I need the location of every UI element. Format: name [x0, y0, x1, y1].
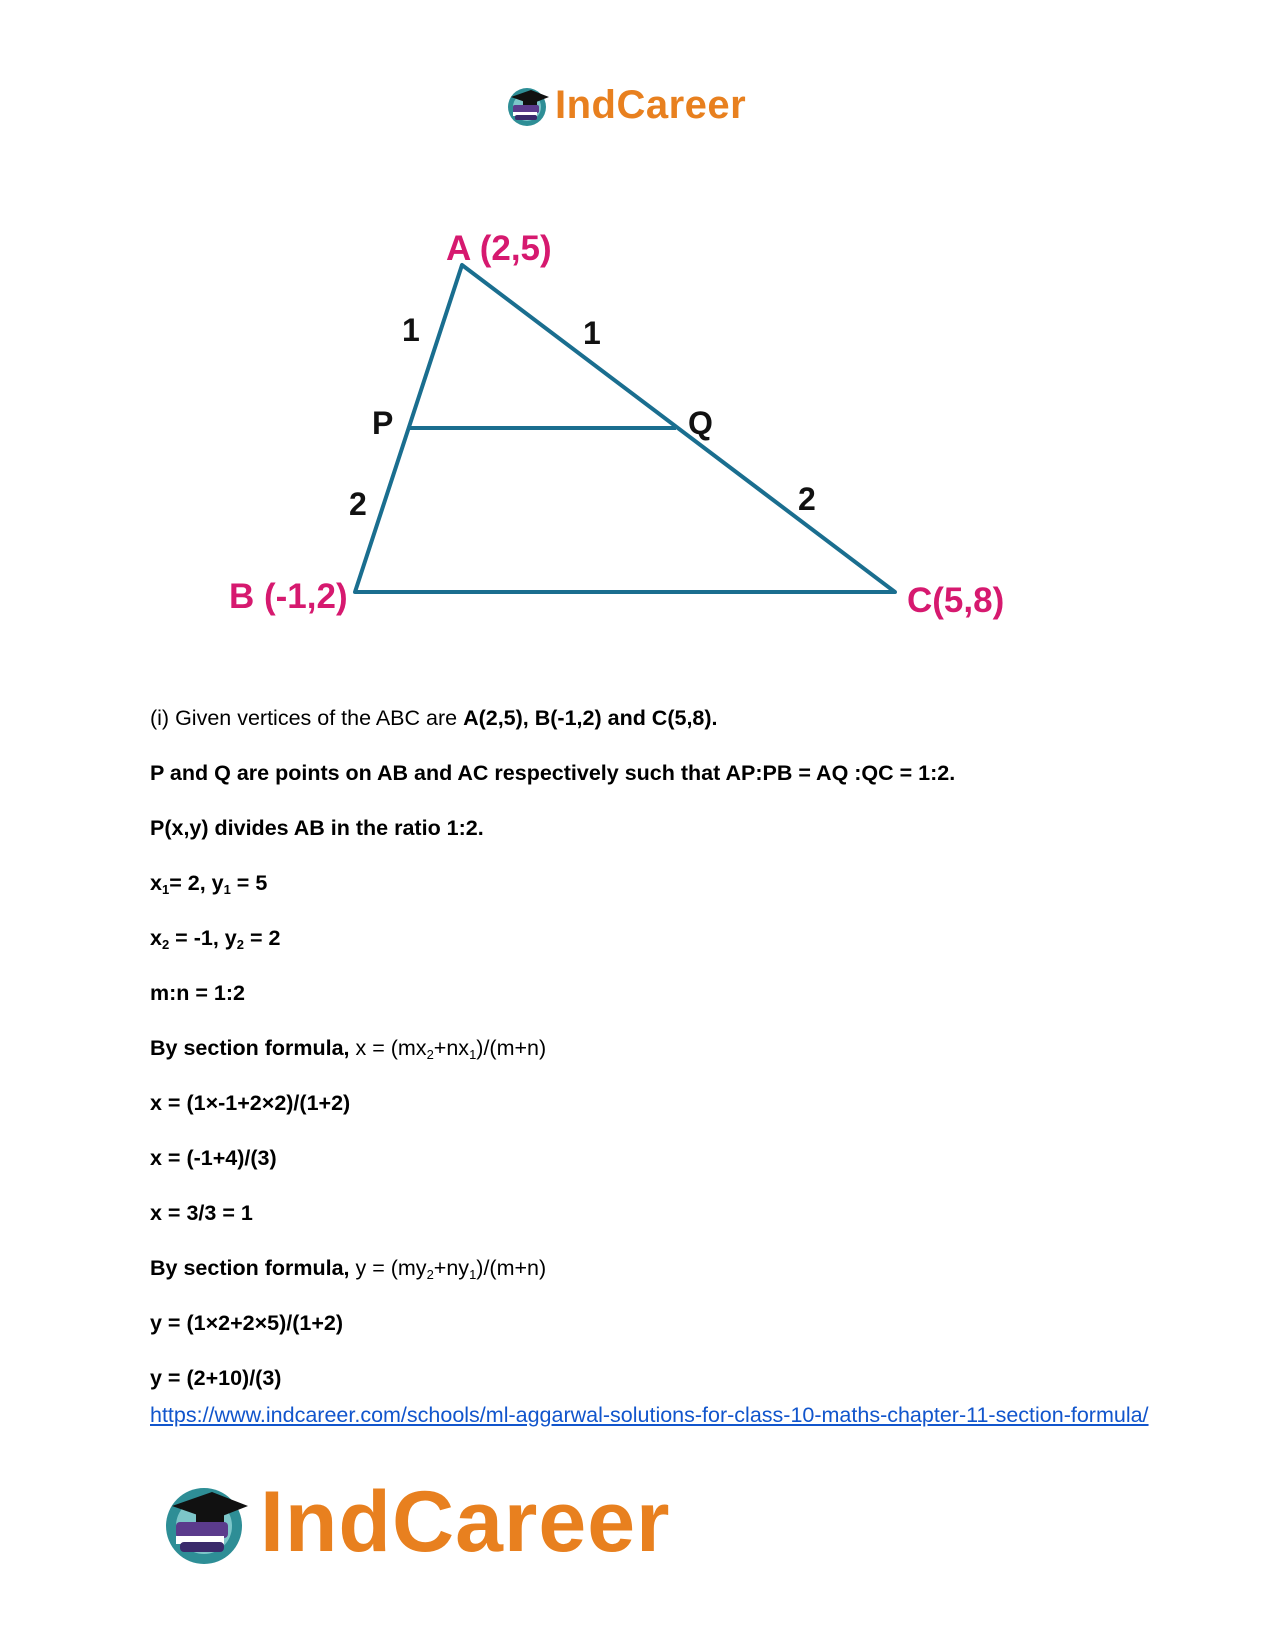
- vertex-label-b: B (-1,2): [229, 577, 348, 616]
- y2-value: = 2: [243, 926, 281, 950]
- y1-value: = 5: [230, 871, 268, 895]
- vertex-label-a: A (2,5): [446, 229, 552, 268]
- x2-subscript: 2: [161, 937, 170, 952]
- section-formula-label: By section formula,: [150, 1036, 350, 1060]
- x-result-line: x = 3/3 = 1: [150, 1201, 253, 1225]
- x2-y2-line: [150, 928, 280, 950]
- x1-subscript: 1: [161, 882, 170, 897]
- given-vertices-values: A(2,5), B(-1,2) and C(5,8).: [463, 706, 718, 730]
- section-formula-label: By section formula,: [150, 1256, 350, 1280]
- ratio-label-ap: 1: [402, 312, 420, 348]
- section-formula-x-line: [150, 1038, 546, 1060]
- triangle-diagram: [0, 0, 1275, 680]
- y-simplify-line: y = (2+10)/(3): [150, 1366, 282, 1390]
- ratio-label-qc: 2: [798, 481, 816, 517]
- x-substitution-line: x = (1×-1+2×2)/(1+2): [150, 1091, 351, 1115]
- formula-part: +ny: [433, 1256, 470, 1280]
- formula-part: +nx: [433, 1036, 470, 1060]
- ratio-label-pb: 2: [349, 486, 367, 522]
- pq-points-line: P and Q are points on AB and AC respectively such that AP:PB = AQ :QC = 1:2.: [150, 761, 956, 785]
- vertex-label-c: C(5,8): [907, 581, 1005, 620]
- x2-symbol: x: [150, 926, 162, 950]
- point-label-p: P: [372, 405, 394, 441]
- x2-value: = -1, y: [169, 926, 237, 950]
- formula-subscript: 2: [426, 1267, 434, 1282]
- x-simplify-line: x = (-1+4)/(3): [150, 1146, 277, 1170]
- indcareer-logo-bottom: [160, 1472, 671, 1572]
- y2-subscript: 2: [236, 937, 244, 952]
- given-vertices-line: [150, 708, 718, 730]
- given-vertices-text: (i) Given vertices of the ABC are: [150, 706, 464, 730]
- x1-y1-line: [150, 873, 267, 895]
- brand-name: IndCareer: [260, 1473, 671, 1570]
- y-substitution-line: y = (1×2+2×5)/(1+2): [150, 1311, 344, 1335]
- section-formula-y-line: [150, 1258, 546, 1280]
- brand-name: IndCareer: [555, 82, 747, 127]
- formula-subscript: 1: [469, 1047, 477, 1062]
- ratio-mn-line: m:n = 1:2: [150, 981, 245, 1005]
- ratio-label-aq: 1: [583, 315, 601, 351]
- graduation-cap-icon: [160, 1474, 256, 1570]
- point-label-q: Q: [688, 405, 713, 441]
- formula-part: )/(m+n): [476, 1256, 547, 1280]
- y1-subscript: 1: [223, 882, 231, 897]
- x1-value: = 2, y: [169, 871, 224, 895]
- formula-part: x = (mx: [349, 1036, 427, 1060]
- formula-part: y = (my: [349, 1256, 427, 1280]
- formula-part: )/(m+n): [476, 1036, 547, 1060]
- source-link[interactable]: https://www.indcareer.com/schools/ml-aggarwal-solutions-for-class-10-maths-chapter-11-section-formula/: [150, 1403, 1149, 1427]
- x1-symbol: x: [150, 871, 162, 895]
- formula-subscript: 2: [426, 1047, 434, 1062]
- formula-subscript: 1: [469, 1267, 477, 1282]
- divides-ratio-line: P(x,y) divides AB in the ratio 1:2.: [150, 816, 484, 840]
